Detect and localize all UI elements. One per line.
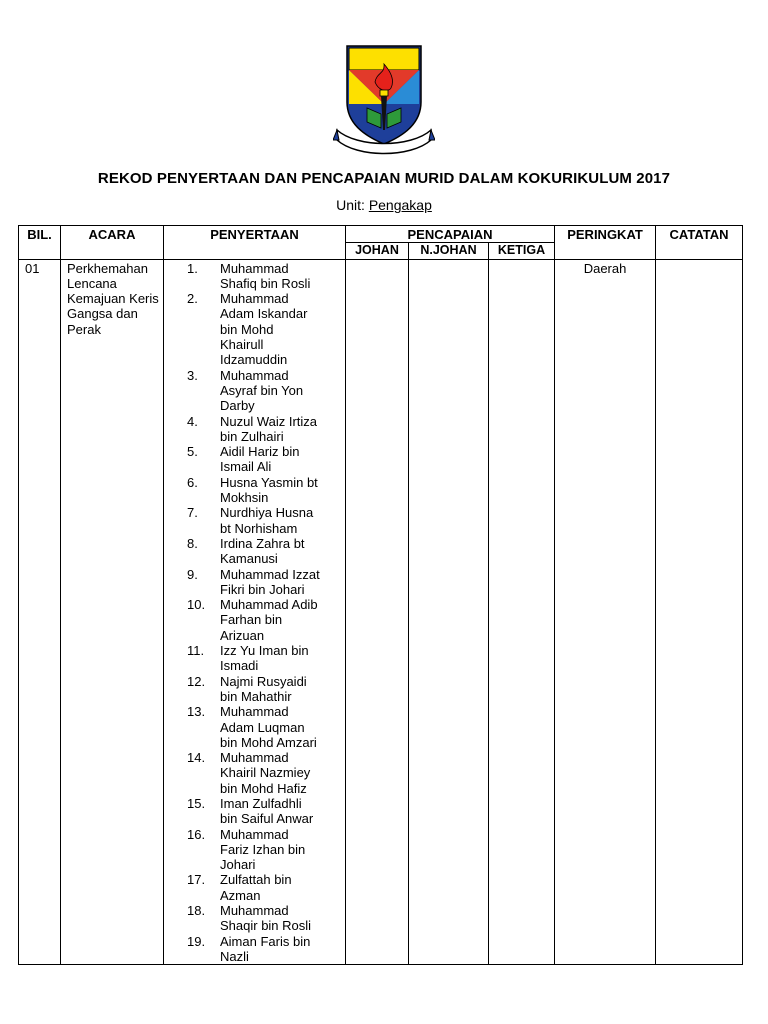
- school-crest-logo: [333, 44, 435, 162]
- cell-acara: Perkhemahan Lencana Kemajuan Keris Gangsa dan Perak: [61, 259, 164, 965]
- participant-name: Irdina Zahra bt Kamanusi: [220, 535, 305, 567]
- participant-number: 13.: [187, 704, 206, 720]
- participant-name: Muhammad Shaqir bin Rosli: [220, 903, 312, 934]
- participant-item: [164, 597, 345, 643]
- cell-johan: [346, 259, 409, 965]
- participant-name: Muhammad Adam Luqman bin Mohd Amzari: [220, 704, 317, 750]
- participant-item: [164, 796, 345, 827]
- participant-name: Muhammad Shafiq bin Rosli: [220, 260, 311, 291]
- table-row: [19, 259, 743, 965]
- participant-number: 5.: [187, 444, 198, 460]
- participant-item: [164, 674, 345, 705]
- page-title: REKOD PENYERTAAN DAN PENCAPAIAN MURID DALAM KOKURIKULUM 2017: [97, 170, 671, 187]
- participant-number: 9.: [187, 566, 198, 582]
- cell-bil: 01: [19, 259, 61, 965]
- participant-item: [164, 934, 345, 965]
- header-catatan: CATATAN: [656, 226, 743, 260]
- participant-number: 16.: [187, 826, 206, 842]
- participant-number: 15.: [187, 795, 206, 811]
- participant-name: Muhammad Adam Iskandar bin Mohd Khairull Idzamuddin: [220, 291, 308, 368]
- participant-name: Najmi Rusyaidi bin Mahathir: [220, 673, 307, 704]
- participant-number: 4.: [187, 413, 198, 429]
- cell-penyertaan: [164, 259, 346, 965]
- participant-number: 19.: [187, 933, 206, 949]
- participant-number: 11.: [187, 643, 205, 659]
- participant-item: [164, 872, 345, 903]
- participant-number: 6.: [187, 474, 198, 490]
- unit-value: Pengakap: [368, 197, 432, 213]
- participant-number: 14.: [187, 750, 206, 766]
- participant-item: [164, 704, 345, 750]
- participant-name: Muhammad Izzat Fikri bin Johari: [220, 566, 320, 597]
- participant-item: [164, 827, 345, 873]
- cell-njohan: [409, 259, 489, 965]
- participant-number: 3.: [187, 367, 198, 383]
- participant-name: Izz Yu Iman bin Ismadi: [220, 643, 309, 674]
- participant-name: Zulfattah bin Azman: [220, 872, 292, 903]
- header-njohan: N.JOHAN: [409, 243, 489, 259]
- participant-number: 2.: [187, 291, 198, 307]
- header-penyertaan: PENYERTAAN: [164, 226, 346, 260]
- header-acara: ACARA: [61, 226, 164, 260]
- participant-number: 1.: [187, 260, 198, 276]
- participant-item: [164, 414, 345, 445]
- cell-ketiga: [489, 259, 555, 965]
- participant-name: Nurdhiya Husna bt Norhisham: [220, 505, 314, 536]
- header-bil: BIL.: [19, 226, 61, 260]
- participant-item: [164, 643, 345, 674]
- header-johan: JOHAN: [346, 243, 409, 259]
- participant-number: 18.: [187, 903, 206, 919]
- participant-item: [164, 903, 345, 934]
- participant-item: [164, 291, 345, 367]
- record-table: [18, 225, 743, 965]
- participant-name: Muhammad Khairil Nazmiey bin Mohd Hafiz: [220, 750, 311, 796]
- participant-number: 8.: [187, 535, 198, 551]
- participant-item: [164, 505, 345, 536]
- participant-name: Husna Yasmin bt Mokhsin: [220, 474, 318, 506]
- participant-name: Muhammad Adib Farhan bin Arizuan: [220, 597, 318, 643]
- unit-line: [0, 197, 768, 213]
- participant-name: Muhammad Fariz Izhan bin Johari: [220, 826, 306, 873]
- cell-catatan: [656, 259, 743, 965]
- participant-number: 10.: [187, 597, 206, 613]
- header-ketiga: KETIGA: [489, 243, 555, 259]
- participant-item: [164, 567, 345, 598]
- participant-name: Muhammad Asyraf bin Yon Darby: [220, 367, 304, 414]
- participant-item: [164, 261, 345, 292]
- header-peringkat: PERINGKAT: [555, 226, 656, 260]
- participant-number: 7.: [187, 505, 198, 521]
- participant-number: 17.: [187, 872, 206, 888]
- participant-list: [164, 260, 345, 965]
- participant-item: [164, 475, 345, 506]
- participant-name: Aiman Faris bin Nazli: [220, 933, 311, 964]
- participant-name: Aidil Hariz bin Ismail Ali: [220, 444, 300, 475]
- participant-item: [164, 368, 345, 414]
- participant-name: Nuzul Waiz Irtiza bin Zulhairi: [220, 413, 318, 444]
- participant-name: Iman Zulfadhli bin Saiful Anwar: [220, 795, 314, 827]
- participant-number: 12.: [187, 673, 206, 689]
- cell-peringkat: Daerah: [555, 259, 656, 965]
- participant-item: [164, 444, 345, 475]
- header-pencapaian: PENCAPAIAN: [346, 226, 555, 243]
- participant-item: [164, 536, 345, 567]
- participant-item: [164, 750, 345, 796]
- unit-label: Unit:: [336, 197, 365, 213]
